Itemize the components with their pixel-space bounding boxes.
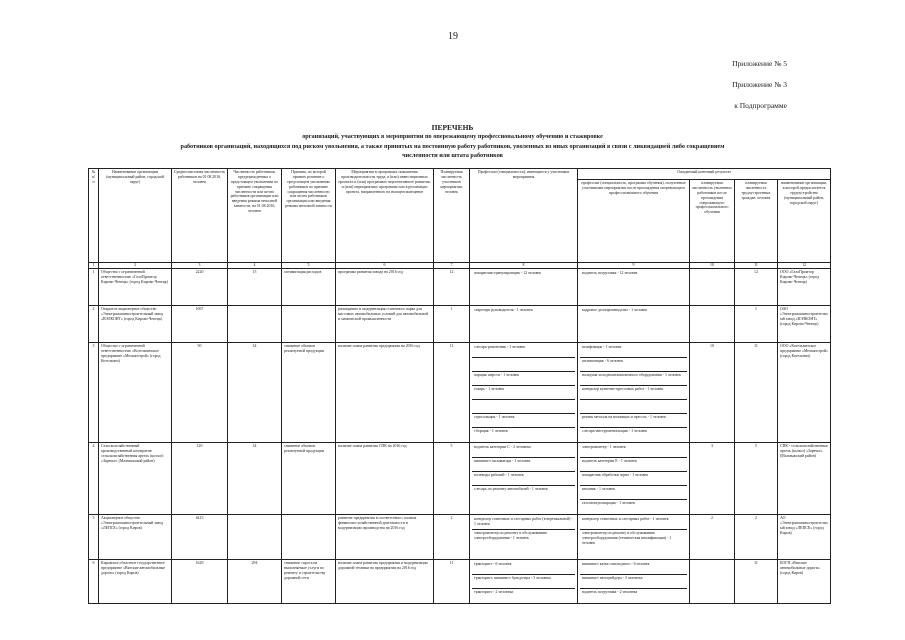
professions-item: водитель категории С - 2 человека [472, 444, 575, 458]
organization-name: Акционерное общество «Электромашиностроительный завод «ЛЕПСЕ» (город Киров) [99, 515, 172, 560]
professions-item: слесарь по ремонту автомобилей - 1 человек [474, 487, 548, 491]
staff-count: 50 [172, 343, 228, 443]
dismissed-count [690, 560, 735, 604]
table-row [89, 443, 831, 515]
dismissed-count: 2 [690, 515, 735, 560]
document-title-line-3: численности или штата работников [402, 152, 503, 159]
staff-count: 4415 [172, 515, 228, 560]
professions-item: тракторист - 6 человек [472, 561, 575, 575]
employed-count: 5 [735, 443, 778, 515]
employed-count: 12 [735, 269, 778, 306]
employer-name: СПК - сельскохозяйственная артель (колхоз) «Заречье» (Малмыжский район) [778, 443, 831, 515]
employer-name: ООО «ГалоПромтор Кирово-Чепецк» (город Кирово-Чепецк) [778, 269, 831, 306]
professions-item: сборщик - 1 человек [474, 429, 508, 433]
results-item: водитель погрузчика - 2 человека [582, 590, 638, 594]
dismissal-reason: снижение объемов реализуемой продукции [282, 343, 336, 443]
column-number: 9 [578, 263, 690, 269]
header-expected-result: Ожидаемый конечный результат [578, 169, 831, 180]
document-heading: ПЕРЕЧЕНЬ [431, 123, 474, 132]
column-number: 3 [172, 263, 228, 269]
dismissal-reason: снижение объемов реализуемой продукции [282, 443, 336, 515]
staff-count: 1067 [172, 306, 228, 343]
results-list [578, 269, 690, 306]
program-measures: программа развития завода на 2016 год [336, 269, 434, 306]
warned-count [228, 515, 282, 560]
page-number: 19 [448, 31, 458, 42]
dismissal-reason [282, 306, 336, 343]
professions-list [470, 343, 578, 443]
organization-name: Общество с ограниченной ответственностью «Котельничское предприятие «Мехкапстрой» (город Котельнич) [99, 343, 172, 443]
participants-count: 5 [434, 443, 470, 515]
dismissed-count: 3 [690, 443, 735, 515]
header-dismissed: планируемая численность уволенных работников после прохождения опережающего профессионального обучения [690, 180, 735, 263]
professions-item: полеводы рабочий - 1 человек [472, 472, 575, 486]
employer-name: АО «Электромашиностроительный завод «ЛЕПСЕ» (город Киров) [778, 515, 831, 560]
results-list [578, 443, 690, 515]
organization-name: Сельскохозяйственный производственный кооператив сельскохозяйственная артель (колхоз) «Заречье» (Малмыжский район) [99, 443, 172, 515]
table-row [89, 269, 831, 306]
warned-count [228, 306, 282, 343]
header-results: профессии (специальность, программа обучения), полученные участниками мероприятия после прохождения опережающего профессионального обучения [578, 180, 690, 263]
staff-count: 120 [172, 443, 228, 515]
professions-list [470, 443, 578, 515]
warned-count: 34 [228, 443, 282, 515]
appendix-subprogram: к Подпрограмме [734, 101, 787, 110]
table-row [89, 343, 831, 443]
professions-item: секретарь руководителя - 1 человек [474, 308, 533, 312]
participants-count: 11 [434, 560, 470, 604]
column-number: 2 [99, 263, 172, 269]
professions-list [470, 269, 578, 306]
results-item: наладчик холодноштамповочного оборудования - 1 человек [580, 372, 687, 386]
column-number: 10 [690, 263, 735, 269]
dismissal-reason [282, 515, 336, 560]
professions-item: электромонтер по ремонту и обслуживанию электрооборудования - 1 человек [474, 531, 548, 540]
row-number: 6 [89, 560, 99, 604]
organization-name: Открытое акционерное общество «Электромашиностроительный завод «ВЭЛКОНТ» (город Кирово-Чепецк) [99, 306, 172, 343]
participants-count: 1 [434, 306, 470, 343]
row-number: 2 [89, 306, 99, 343]
warned-count: 294 [228, 560, 282, 604]
results-list [578, 560, 690, 604]
participants-count: 12 [434, 269, 470, 306]
column-number: 6 [336, 263, 434, 269]
professions-item: токарь - 1 человек [472, 386, 575, 400]
results-item: машинист катка самоходного - 6 человек [580, 561, 687, 575]
professions-list [470, 560, 578, 604]
program-measures: развитие предприятия в соответствии с планом финансово-хозяйственной деятельности и модернизации производства на 2016 год [336, 515, 434, 560]
organizations-table [88, 168, 831, 604]
employed-count: 11 [735, 343, 778, 443]
header-number: № п/п [89, 169, 99, 263]
professions-item [472, 358, 575, 372]
column-number: 11 [735, 263, 778, 269]
participants-count: 2 [434, 515, 470, 560]
column-number: 8 [470, 263, 578, 269]
employed-count: 11 [735, 560, 778, 604]
column-number: 7 [434, 263, 470, 269]
dismissal-reason: оптимизация расходов [282, 269, 336, 306]
header-professions: Профессии (специальности), имеющиеся у участников мероприятия [470, 169, 578, 263]
professions-item: слесарь-ремонтник - 1 человек [472, 344, 575, 358]
employer-name: КОГП «Вятские автомобильные дороги» (город Киров) [778, 560, 831, 604]
header-warned: Численность работников, предупрежденных о предстоящем увольнении по причине сокращения численности или штата работников организации или введения режима неполной занятости, на 01.08.2016, человек [228, 169, 282, 263]
header-program: Мероприятия в программах повышения производительности труда, в (или) инвестиционных проектах и (или) программах перспективного развития, и (или) мероприятиях программы или в реализации проекта, направленного на импортозамещение [336, 169, 434, 263]
employed-count: 1 [735, 306, 778, 343]
dismissed-count [690, 269, 735, 306]
warned-count: 15 [228, 269, 282, 306]
column-number: 1 [89, 263, 99, 269]
header-employer: наименование организации, в которой предполагается трудоустройство (муниципальный район, городской округ) [778, 180, 831, 263]
employer-name: ООО «Котельничское предприятие «Мехкапстрой» (город Котельнич) [778, 343, 831, 443]
dismissal-reason: снижение спроса на выполняемые услуги по ремонту и строительству дорожной сети [282, 560, 336, 604]
document-title-line-2: работников организаций, находящихся под риском увольнения, а также принятых на постоянную работу работников, уволенных из иных организаций в связи с ликвидацией либо сокращением [180, 143, 725, 150]
column-number: 12 [778, 263, 831, 269]
row-number: 3 [89, 343, 99, 443]
professions-item: аппаратчик-гранулировщик - 12 человек [474, 271, 542, 275]
results-item: слесарь-инструментальщик - 1 человек [582, 429, 648, 433]
warned-count: 34 [228, 343, 282, 443]
header-reason: Причина, по которой принято решение о предстоящем увольнении работников по причине сокращения численности или штата работников организации или введения режима неполной занятости [282, 169, 336, 263]
document-title-line-1: организаций, участвующих в мероприятии по опережающему профессиональному обучению и стажировке [302, 133, 603, 140]
program-measures: наличие плана развития предприятия на 2016 год [336, 343, 434, 443]
professions-item: тракторист, машинист бульдозера - 3 человека [472, 575, 575, 589]
results-item: водитель категории Е - 1 человек [580, 458, 687, 472]
organization-name: Общество с ограниченной ответственностью «ГалоПромтор Кирово-Чепецк» (город Кирово-Чепецк) [99, 269, 172, 306]
results-item: электромонтер по ремонту и обслуживанию электрооборудования (техническая квалификация) - 1 человек [582, 531, 672, 545]
row-number: 4 [89, 443, 99, 515]
table-row [89, 515, 831, 560]
employer-name: ОАО «Электромашиностроительный завод «ВЭЛКОНТ» (город Кирово-Чепецк) [778, 306, 831, 343]
results-item: газоэлектросварщик - 1 человек [582, 501, 635, 505]
results-item: аппаратчик обработки зерна - 1 человек [580, 472, 687, 486]
professions-item: машинист экскаватора - 1 человек [472, 458, 575, 472]
results-item: машинист автогрейдера - 3 человека [580, 575, 687, 589]
results-item: контролер станочных и слесарных работ - 1 человек [580, 516, 687, 530]
results-list [578, 306, 690, 343]
results-item: кадровое делопроизводство - 1 человек [582, 308, 648, 312]
results-item: резчик металла на ножницах и прессах - 1 человек [580, 414, 687, 428]
professions-item: строгальщик - 1 человек [472, 414, 575, 428]
results-item: механик - 1 человек [580, 486, 687, 500]
professions-item [472, 400, 575, 414]
staff-count: 1629 [172, 560, 228, 604]
program-measures: расширение и модернизация станочного парка для массовых автомобильных условий для автомобильной и химической промышленности [336, 306, 434, 343]
results-item: электромонтер - 1 человек [580, 444, 687, 458]
header-organization: Наименование организации (муниципальный район, городской округ) [99, 169, 172, 263]
table-row [89, 306, 831, 343]
column-number: 4 [228, 263, 282, 269]
header-employed: планируемая численность трудоустроенных граждан, человек [735, 180, 778, 263]
row-number: 1 [89, 269, 99, 306]
results-item [580, 400, 687, 414]
column-number: 5 [282, 263, 336, 269]
program-measures: наличие плана развития предприятия и модернизации дорожной техники на предприятии на 2016 год [336, 560, 434, 604]
employed-count: 2 [735, 515, 778, 560]
header-participants: Планируемая численность участников мероприятия, человек [434, 169, 470, 263]
appendix-label-5: Приложение № 5 [732, 59, 787, 68]
results-item: штамповщик - 6 человек [580, 358, 687, 372]
results-item: шлифовщик - 1 человек [580, 344, 687, 358]
results-list [578, 343, 690, 443]
professions-item: тракторист - 2 человека [474, 590, 514, 594]
organization-name: Кировское областное государственное предприятие «Вятские автомобильные дороги» (город Киров) [99, 560, 172, 604]
professions-item: контролер станочных и слесарных работ (в вертикальной) - 1 человек [472, 516, 575, 530]
participants-count: 11 [434, 343, 470, 443]
row-number: 5 [89, 515, 99, 560]
results-list [578, 515, 690, 560]
professions-item: парщик шерсти - 1 человек [472, 372, 575, 386]
dismissed-count [690, 306, 735, 343]
header-staff: Среднесписочная численность работников на 01.08.2016, человек [172, 169, 228, 263]
professions-list [470, 306, 578, 343]
table-row [89, 560, 831, 604]
professions-list [470, 515, 578, 560]
dismissed-count: 10 [690, 343, 735, 443]
program-measures: наличие плана развития СПК на 2016 год [336, 443, 434, 515]
appendix-label-3: Приложение № 3 [732, 80, 787, 89]
results-item: контролер кузнечно-прессовых работ - 1 человек [580, 386, 687, 400]
results-item: водитель погрузчика - 12 человек [582, 271, 638, 275]
staff-count: 2220 [172, 269, 228, 306]
